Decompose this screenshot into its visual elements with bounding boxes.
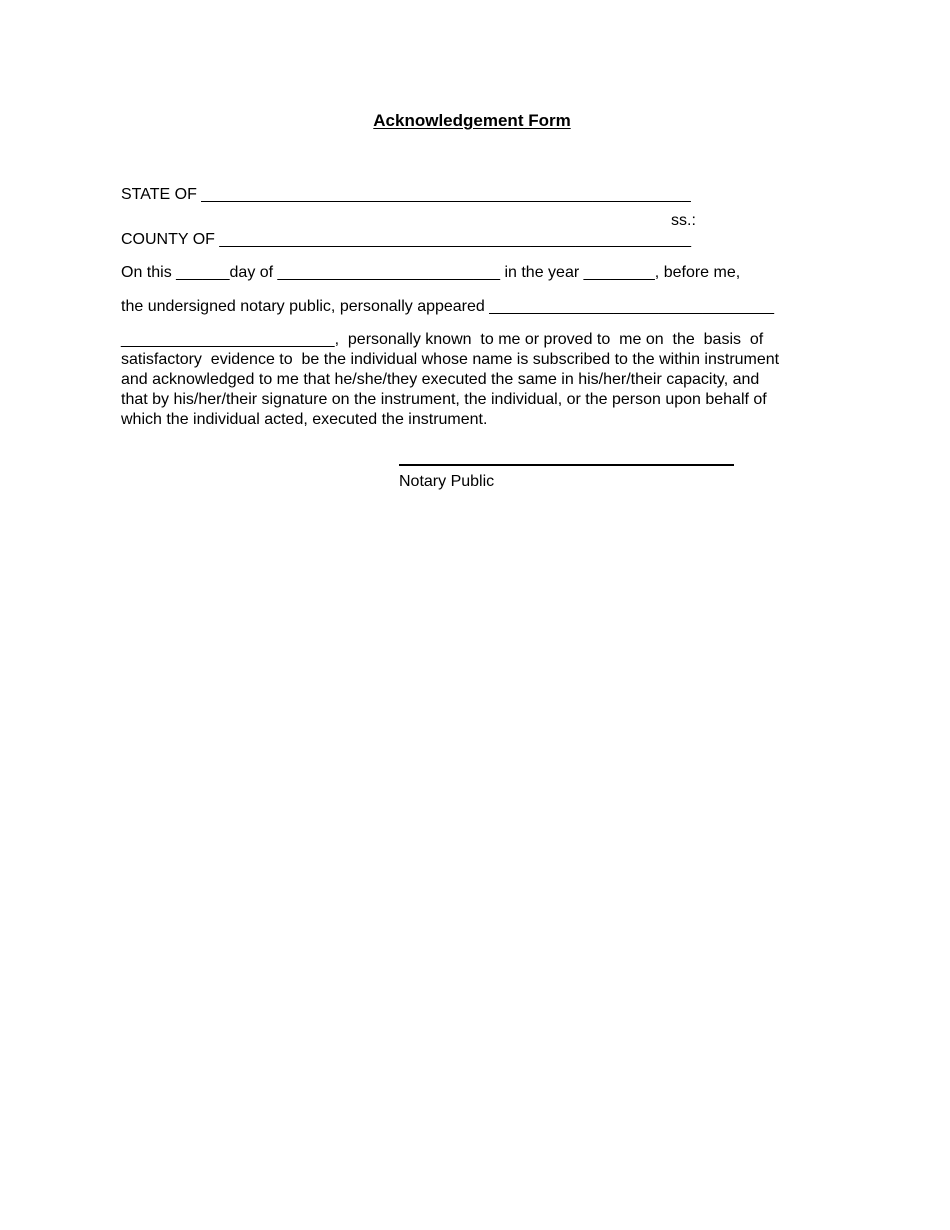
paragraph-line: ________________________, personally known to me or proved to me on the basis of <box>121 331 764 348</box>
notary-public-label: Notary Public <box>399 473 495 490</box>
state-of-line: STATE OF _______________________________________________________ <box>121 186 691 203</box>
date-line: On this ______day of _________________________ in the year ________, before me, <box>121 264 741 281</box>
paragraph-line: satisfactory evidence to be the individual whose name is subscribed to the within instrument <box>121 351 780 368</box>
paragraph-line: which the individual acted, executed the instrument. <box>121 411 488 428</box>
document-title: Acknowledgement Form <box>373 111 571 130</box>
county-of-line: COUNTY OF _____________________________________________________ <box>121 231 691 248</box>
paragraph-line: that by his/her/their signature on the instrument, the individual, or the person upon behalf of <box>121 391 767 408</box>
paragraph-line: and acknowledged to me that he/she/they executed the same in his/her/their capacity, and <box>121 371 760 388</box>
acknowledgement-paragraph <box>121 330 831 430</box>
personally-appeared-line: the undersigned notary public, personally appeared ________________________________ <box>121 298 774 315</box>
signature-line <box>399 464 734 466</box>
venue-abbreviation: ss.: <box>671 212 696 229</box>
